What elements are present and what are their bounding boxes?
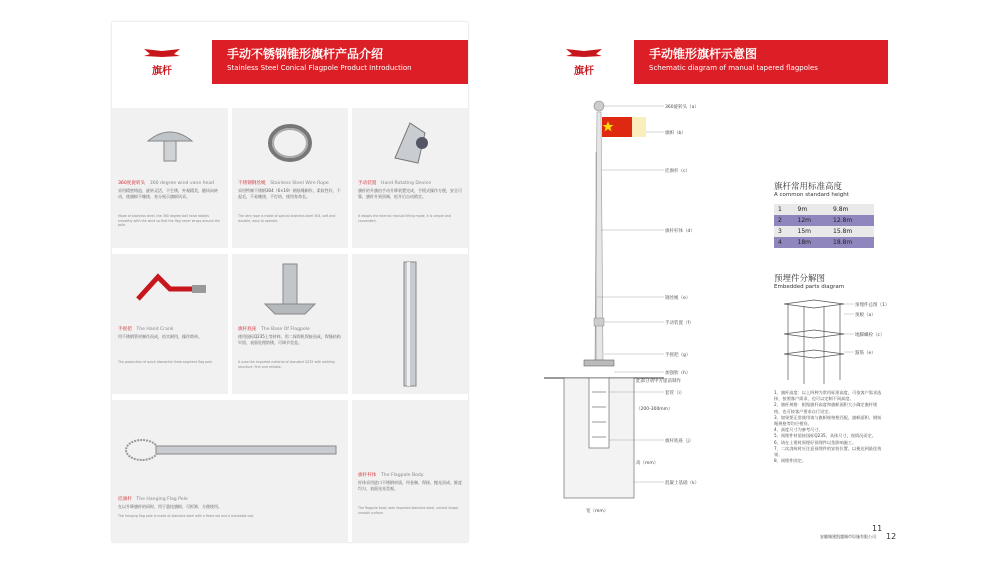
card-caption: 手摇把 The Hand Crank xyxy=(118,327,174,332)
label-wire-rope: 钢丝绳（e） xyxy=(665,296,691,301)
label-pole-body: 旗杆杆体（d） xyxy=(665,229,695,234)
page-number-left: 11 xyxy=(872,524,883,533)
page-subtitle: Schematic diagram of manual tapered flagpoles xyxy=(649,64,818,72)
list-item: 2、旗杆规格：根据旗杆高度和旗帜面积大小确定旗杆规格，也可按客户要求自行设定。 xyxy=(774,402,878,414)
product-card xyxy=(112,108,228,248)
label-sleeve: 套管（i） xyxy=(665,391,685,396)
page-number-right: 12 xyxy=(886,532,897,541)
table-row: 4 18m 18.8m xyxy=(774,237,874,248)
embedded-title: 预埋件分解图 xyxy=(774,274,826,284)
std-height-table xyxy=(774,204,874,248)
label-crank: 手摇把（g） xyxy=(665,353,691,358)
embedded-parts-diagram xyxy=(774,294,890,386)
brand-logo xyxy=(112,40,212,84)
hanging-pole-image xyxy=(122,430,338,470)
left-page xyxy=(112,22,468,542)
label-base: 旗杆底座（j） xyxy=(665,439,694,444)
card-text-en: Made of stainless steel, the 360 degree ball head rotates smoothly with the wind so that the flag never wraps around the pole. xyxy=(118,214,220,227)
dim-height: 高（mm） xyxy=(636,461,659,466)
card-text-en: The hanging flag pole is made of stainless steel with a fixed rod and a moveable rod. xyxy=(118,514,254,518)
left-banner xyxy=(112,40,468,84)
card-text-en: It adopts the internal manual lifting mode, it is simple and convenient. xyxy=(358,214,451,223)
pole-body-image xyxy=(392,262,428,386)
card-caption: 旗杆底座 The Base Of Flagpole xyxy=(238,327,310,332)
list-item: 7、二次浇筑时应注意预埋件的安装位置，以便达到最佳效果。 xyxy=(774,445,882,458)
card-text: 用不锈钢管材制作而成，结实耐用，操作简单。 xyxy=(118,334,202,339)
std-height-title: 旗杆常用标准高度 xyxy=(774,182,843,192)
card-text: 杆体采用进口不锈钢材质，经卷制、焊接、抛光而成，锥度均匀，表面光亮美观。 xyxy=(358,480,462,491)
emb-label: 预埋件总图（1） xyxy=(855,303,890,308)
table-row: 1 9m 9.8m xyxy=(774,204,874,215)
card-caption: 360度旋转头 360 degree wind vane head xyxy=(118,181,215,186)
embedded-subtitle: Embedded parts diagram xyxy=(774,284,845,290)
ball-head-mark xyxy=(594,101,604,111)
card-caption: 旗杆杆体 The Flagpole Body xyxy=(358,473,424,478)
list-item: 1、旗杆高度：以上四种为常用标准高度，可依客户需求选择，按照客户需求，也可以定制不同高度。 xyxy=(774,390,882,402)
logo-text: 旗杆 xyxy=(152,66,172,77)
table-row: 2 12m 12.8m xyxy=(774,215,874,226)
label-ball-head: 360旋转头（a） xyxy=(665,105,699,110)
card-text-en: The wire rope is made of special stainless steel 304, soft and durable, easy to operate. xyxy=(238,214,336,223)
ground-note: 此部分请甲方提前制作 xyxy=(636,379,681,384)
std-height-subtitle: A common standard height xyxy=(774,192,849,198)
label-hanging-pole: 挂旗杆（c） xyxy=(665,169,690,174)
page-subtitle: Stainless Steel Conical Flagpole Product Introduction xyxy=(227,64,412,72)
flagpole-diagram xyxy=(534,92,764,542)
list-item: 4、高度尺寸为参考尺寸。 xyxy=(774,427,823,433)
wings-icon xyxy=(142,48,182,60)
ball-head-image xyxy=(112,108,228,178)
card-text-en: The flagpole body uses imported stainless steel, conical shape, smooth surface. xyxy=(358,506,460,515)
emb-label: 预板（a） xyxy=(855,313,876,318)
publisher-name: 安徽城建凯越城市设施有限公司 xyxy=(820,534,876,539)
card-text: 在以升降旗杆的同时，用于悬挂旗帜，可拆卸，方便使用。 xyxy=(118,504,222,509)
brand-logo xyxy=(534,40,634,84)
product-card xyxy=(352,400,468,542)
wings-icon xyxy=(564,48,604,60)
dim-depth: （200-300mm） xyxy=(636,407,673,412)
card-caption: 不锈钢钢丝绳 Stainless Steel Wire Rope xyxy=(238,181,329,186)
list-item: 8、预埋件固定。 xyxy=(774,458,806,464)
right-banner xyxy=(534,40,888,84)
card-caption: 手动装置 Hand Rotating Device xyxy=(358,181,432,186)
wire-rope-image xyxy=(232,108,348,178)
card-text-en: The production of quick dismantle three-segment flag pole. xyxy=(118,360,213,364)
base-image xyxy=(232,254,348,324)
product-card xyxy=(352,108,468,248)
winch-image xyxy=(352,108,468,178)
right-page xyxy=(534,22,888,542)
card-text: 使用国标Q235上等材料，用二保焊机焊接而成，焊缝结构牢固，表面处理防锈，可调节竖直。 xyxy=(238,334,341,345)
emb-label: 地脚螺栓（c） xyxy=(855,333,885,338)
card-caption: 挂旗杆 The Hanging Flag Pole xyxy=(118,497,188,502)
hand-crank-image xyxy=(112,254,228,324)
label-concrete: 混凝土基础（k） xyxy=(665,481,700,486)
emb-label: 箍筋（e） xyxy=(855,351,876,356)
list-item: 6、请在土建时预埋好预埋件以免影响施工。 xyxy=(774,439,857,445)
product-card xyxy=(112,400,348,542)
product-card xyxy=(112,254,228,394)
card-text: 旗杆的升旗由手动升降装置完成，手摇式操作方便，安全可靠，旗杆升到顶端，松开后自动锁定。 xyxy=(358,188,462,199)
winch-mark xyxy=(594,318,604,326)
page-title: 手动不锈钢锥形旗杆产品介绍 xyxy=(227,47,384,61)
product-card xyxy=(232,254,348,394)
dim-width: 宽（mm） xyxy=(586,509,609,514)
notes-list xyxy=(774,390,882,464)
logo-text: 旗杆 xyxy=(574,66,594,77)
list-item: 3、如果要正常使用请与旗帜规格相匹配，旗帜面积、钢丝绳规格等均应相符。 xyxy=(774,414,882,427)
label-rib: 加强肋（h） xyxy=(665,371,691,376)
list-item: 5、预埋件材质按国标Q235，具体尺寸，视情况而定。 xyxy=(774,433,876,439)
table-row: 3 15m 15.8m xyxy=(774,226,874,237)
card-text-en: It uses the imported material of standard Q235 with welding structure, firm and reliable. xyxy=(238,360,335,369)
card-text: 采用精密铸造，旋转灵活，不生锈，外观精美，随风向转动，使旗帜不缠绕，充分展示旗帜风采。 xyxy=(118,188,218,199)
label-flag: 旗帜（b） xyxy=(665,131,686,136)
card-text: 采用特制不锈钢304（6×19）钢丝绳制作，柔软性好，不起毛，不易缠绕，不打结，使用寿命长。 xyxy=(238,188,341,199)
page-title: 手动锥形旗杆示意图 xyxy=(649,47,758,61)
label-hand-device: 手动装置（f） xyxy=(665,321,694,326)
product-card xyxy=(232,108,348,248)
pole-card xyxy=(352,254,468,394)
